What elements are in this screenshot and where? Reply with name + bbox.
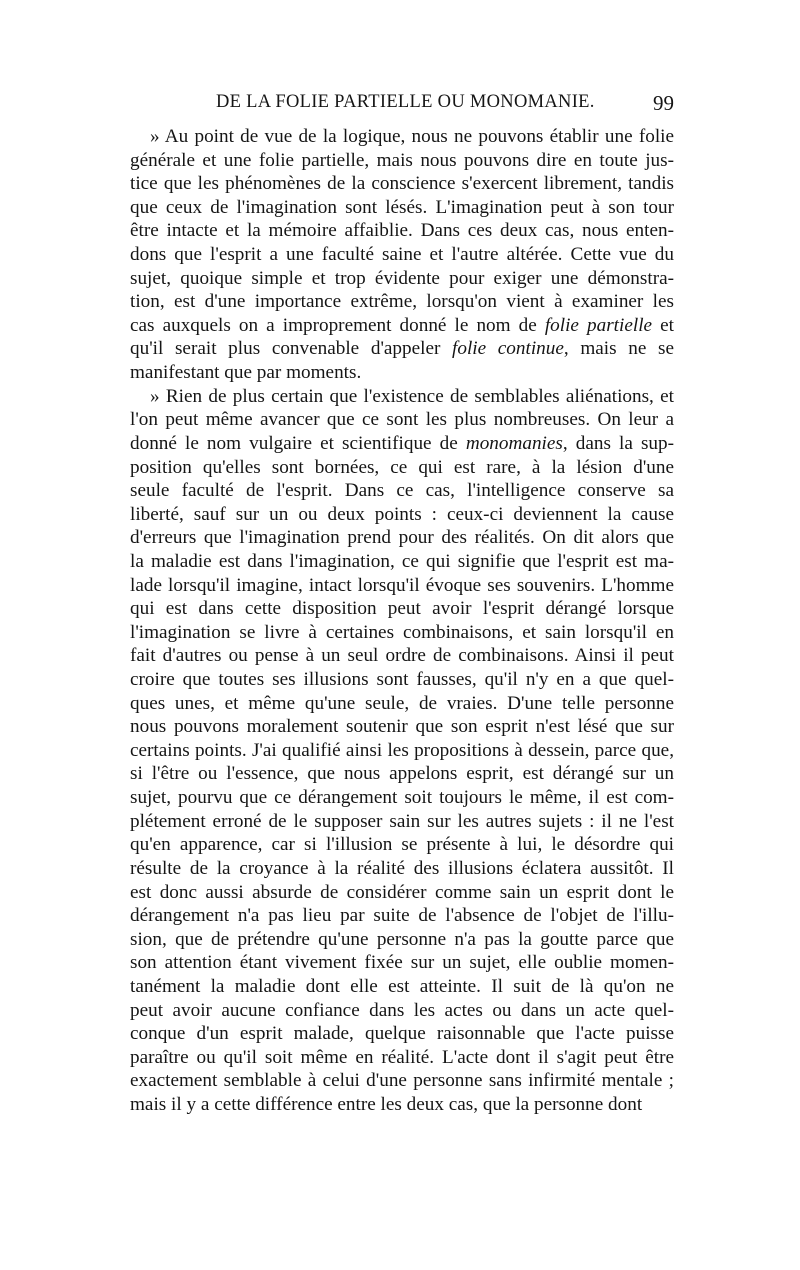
text-segment: tice que les phénomènes de la conscience s'exercent librement, tandis bbox=[130, 173, 674, 195]
text-line bbox=[130, 999, 674, 1023]
text-segment: être intacte et la mémoire affaiblie. Dans ces deux cas, nous enten- bbox=[130, 220, 674, 242]
text-segment: exactement semblable à celui d'une personne sans infirmité mentale ; bbox=[130, 1070, 674, 1092]
text-line bbox=[130, 1022, 674, 1046]
text-segment: qu'il serait plus convenable d'appeler bbox=[130, 338, 453, 360]
text-segment: est donc aussi absurde de considérer comme sain un esprit dont le bbox=[130, 881, 674, 903]
text-line bbox=[130, 881, 674, 905]
text-line bbox=[130, 668, 674, 692]
text-line bbox=[130, 526, 674, 550]
text-segment: résulte de la croyance à la réalité des illusions éclatera aussitôt. Il bbox=[130, 857, 674, 879]
text-line bbox=[130, 503, 674, 527]
text-segment: ques unes, et même qu'une seule, de vraies. D'une telle personne bbox=[130, 692, 674, 714]
text-line bbox=[130, 692, 674, 716]
text-segment: générale et une folie partielle, mais nous pouvons dire en toute jus- bbox=[130, 149, 674, 171]
text-line bbox=[130, 408, 674, 432]
text-line bbox=[130, 361, 674, 385]
paragraph bbox=[130, 125, 674, 385]
text-line bbox=[130, 574, 674, 598]
italic-term: folie partielle bbox=[544, 314, 653, 336]
text-segment: sujet, quoique simple et trop évidente pour exiger une démonstra- bbox=[130, 267, 674, 289]
text-segment: d'erreurs que l'imagination prend pour des réalités. On dit alors que bbox=[130, 527, 674, 549]
text-segment: sujet, pourvu que ce dérangement soit toujours le même, il est com- bbox=[130, 787, 674, 809]
text-line bbox=[130, 432, 674, 456]
text-line bbox=[130, 975, 674, 999]
text-line bbox=[130, 149, 674, 173]
text-segment: si l'être ou l'essence, que nous appelons esprit, est dérangé sur un bbox=[130, 763, 674, 785]
text-line bbox=[130, 219, 674, 243]
text-line bbox=[130, 1069, 674, 1093]
italic-term: monomanies bbox=[465, 432, 563, 454]
text-segment: liberté, sauf sur un ou deux points : ceux-ci deviennent la cause bbox=[130, 503, 674, 525]
text-segment: la maladie est dans l'imagination, ce qui signifie que l'esprit est ma- bbox=[130, 550, 674, 572]
page-number: 99 bbox=[653, 91, 674, 115]
text-line bbox=[130, 479, 674, 503]
text-line bbox=[130, 267, 674, 291]
text-segment: fait d'autres ou pense à un seul ordre de combinaisons. Ainsi il peut bbox=[130, 645, 674, 667]
text-line bbox=[130, 550, 674, 574]
text-segment: conque d'un esprit malade, quelque raisonnable que l'acte puisse bbox=[130, 1023, 674, 1045]
text-line bbox=[130, 243, 674, 267]
text-line bbox=[130, 172, 674, 196]
text-segment: l'imagination se livre à certaines combinaisons, et sain lorsqu'il en bbox=[130, 621, 674, 643]
text-segment: » Rien de plus certain que l'existence de semblables aliénations, et bbox=[150, 385, 674, 407]
text-segment: position qu'elles sont bornées, ce qui est rare, à la lésion d'une bbox=[130, 456, 674, 478]
text-segment: manifestant que par moments. bbox=[130, 362, 362, 384]
text-line bbox=[130, 385, 674, 409]
text-line bbox=[130, 739, 674, 763]
text-line bbox=[130, 833, 674, 857]
text-segment: , mais ne se bbox=[563, 338, 674, 360]
text-segment: l'on peut même avancer que ce sont les plus nombreuses. On leur a bbox=[130, 409, 674, 431]
text-line bbox=[130, 904, 674, 928]
text-segment: lade lorsqu'il imagine, intact lorsqu'il évoque ses souvenirs. L'homme bbox=[130, 574, 674, 596]
text-segment: son attention étant vivement fixée sur un sujet, elle oublie momen- bbox=[130, 952, 674, 974]
running-head bbox=[130, 92, 674, 118]
text-segment: cas auxquels on a improprement donné le nom de bbox=[130, 314, 545, 336]
text-segment: » Au point de vue de la logique, nous ne pouvons établir une folie bbox=[150, 126, 674, 147]
text-segment: paraître ou qu'il soit même en réalité. L'acte dont il s'agit peut être bbox=[130, 1046, 674, 1068]
text-segment: sion, que de prétendre qu'une personne n'a pas la goutte parce que bbox=[130, 928, 674, 950]
text-segment: que ceux de l'imagination sont lésés. L'imagination peut à son tour bbox=[130, 196, 674, 218]
text-segment: croire que toutes ses illusions sont fausses, qu'il n'y en a que quel- bbox=[130, 669, 674, 691]
text-segment: certains points. J'ai qualifié ainsi les propositions à dessein, parce que, bbox=[130, 739, 674, 761]
text-segment: nous pouvons moralement soutenir que son esprit n'est lésé que sur bbox=[130, 716, 674, 738]
text-segment: donné le nom vulgaire et scientifique de bbox=[130, 432, 466, 454]
paragraph bbox=[130, 385, 674, 1117]
text-line bbox=[130, 337, 674, 361]
text-segment: plétement erroné de le supposer sain sur les autres sujets : il ne l'est bbox=[130, 810, 674, 832]
text-segment: tion, est d'une importance extrême, lorsqu'on vient à examiner les bbox=[130, 291, 674, 313]
text-segment: qui est dans cette disposition peut avoir l'esprit dérangé lorsque bbox=[130, 598, 674, 620]
running-title: DE LA FOLIE PARTIELLE OU MONOMANIE. bbox=[216, 92, 595, 112]
text-line bbox=[130, 715, 674, 739]
text-line bbox=[130, 857, 674, 881]
text-line bbox=[130, 1093, 674, 1117]
text-line bbox=[130, 786, 674, 810]
text-segment: peut avoir aucune confiance dans les actes ou dans un acte quel- bbox=[130, 999, 674, 1021]
text-segment: dons que l'esprit a une faculté saine et l'autre altérée. Cette vue du bbox=[130, 244, 674, 266]
text-segment: dérangement n'a pas lieu par suite de l'absence de l'objet de l'illu- bbox=[130, 905, 674, 927]
text-line bbox=[130, 762, 674, 786]
text-line bbox=[130, 290, 674, 314]
text-line bbox=[130, 125, 674, 149]
text-line bbox=[130, 196, 674, 220]
text-line bbox=[130, 597, 674, 621]
text-segment: tanément la maladie dont elle est atteinte. Il suit de là qu'on ne bbox=[130, 975, 674, 997]
text-line bbox=[130, 644, 674, 668]
text-line bbox=[130, 1046, 674, 1070]
text-segment: qu'en apparence, car si l'illusion se présente à lui, le désordre qui bbox=[130, 834, 674, 856]
italic-term: folie continue bbox=[452, 338, 564, 360]
text-segment: seule faculté de l'esprit. Dans ce cas, l'intelligence conserve sa bbox=[130, 480, 674, 502]
text-segment: et bbox=[652, 314, 674, 336]
text-line bbox=[130, 951, 674, 975]
body-text bbox=[130, 125, 674, 1117]
text-line bbox=[130, 928, 674, 952]
text-line bbox=[130, 621, 674, 645]
text-line bbox=[130, 810, 674, 834]
text-line bbox=[130, 314, 674, 338]
text-segment: , dans la sup- bbox=[562, 432, 674, 454]
text-line bbox=[130, 456, 674, 480]
text-segment: mais il y a cette différence entre les deux cas, que la personne dont bbox=[130, 1093, 643, 1115]
